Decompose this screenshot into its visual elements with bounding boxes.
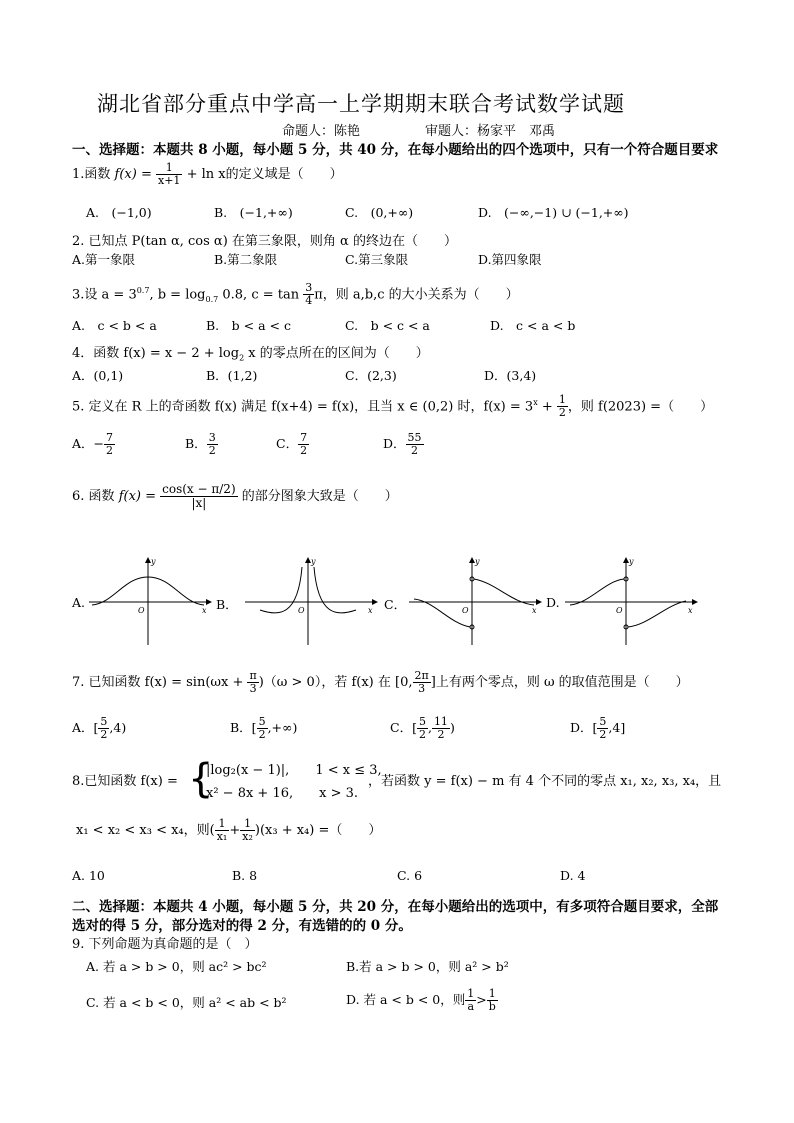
q4-option-a: A．(0,1) (72, 368, 124, 383)
q8-stem-b: ，若函数 y = f(x) − m 有 4 个不同的零点 x₁, x₂, x₃, x₄，且 (368, 774, 722, 789)
svg-text:y: y (311, 557, 316, 566)
q6-graph-a (84, 555, 214, 650)
q8-brace: { (188, 756, 214, 802)
q6-graph-b-label: B． (216, 597, 238, 612)
q2-option-d: D.第四象限 (478, 252, 542, 267)
q6-stem: 6. 函数 f(x) = $\frac{\cos(x - \pi/2)}{|x|}$ 的部分图象大致是（ ） (72, 481, 398, 510)
q4-option-d: D．(3,4) (484, 368, 537, 383)
q1-option-a: A. (−1,0) (86, 205, 152, 220)
q2-option-b: B.第二象限 (214, 252, 278, 267)
page-title: 湖北省部分重点中学高一上学期期末联合考试数学试题 (97, 92, 625, 116)
q6-graph-c-label: C． (384, 597, 407, 612)
q9-option-d: D. 若 a < b < 0，则 $\frac{1}{a}$ > $\frac{1}{b}$ (346, 986, 496, 1013)
q5-option-a: A．− $\frac{7}{2}$ (72, 431, 114, 458)
q6-graph-b (240, 555, 380, 650)
q3-option-d: D. c < a < b (490, 318, 576, 333)
q5-option-c: C． $\frac{7}{2}$ (276, 431, 308, 458)
svg-text:x: x (368, 606, 373, 615)
svg-text:x: x (688, 606, 693, 615)
q1-option-d: D. (−∞,−1) ∪ (−1,+∞) (478, 205, 629, 220)
q7-option-a: A．[ $\frac{5}{2}$ ,4) (72, 715, 127, 742)
q1-fraction: $\frac{1}{x+1}$ (158, 160, 181, 187)
q1-option-c: C. (0,+∞) (345, 205, 414, 220)
q7-option-d: D．[ $\frac{5}{2}$ ,4] (570, 715, 626, 742)
q6-graph-c (404, 555, 544, 650)
svg-text:y: y (629, 557, 634, 566)
q9-stem: 9. 下列命题为真命题的是（ ） (72, 937, 258, 952)
q8-option-d: D. 4 (560, 868, 586, 883)
authors-byline: 命题人：陈艳 审题人：杨家平 邓禹 (282, 124, 556, 139)
q3-option-c: C. b < c < a (345, 318, 430, 333)
q8-case-2: x² − 8x + 16, x > 3. (206, 786, 359, 801)
svg-text:y: y (475, 557, 480, 566)
q6-graph-d (560, 555, 700, 650)
q5-stem: 5. 定义在 R 上的奇函数 f(x) 满足 f(x+4) = f(x)，且当 x ∈ (0,2) 时，$f(x) = 3^x$ + $\frac{1}{2}$ ，则 f(2023) =（ ） (72, 393, 714, 420)
svg-text:O: O (138, 606, 145, 615)
q7-option-c: C．[ $\frac{5}{2}$ , $\frac{11}{2}$ ) (390, 715, 455, 742)
svg-text:O: O (616, 606, 623, 615)
q8-line2: x₁ < x₂ < x₃ < x₄，则( $\frac{1}{\text{x₁}}$ + $\frac{1}{\text{x₂}}$ )(x₃ + x₄) =（ ） (76, 816, 382, 843)
svg-text:y: y (151, 557, 156, 566)
svg-text:x: x (532, 606, 537, 615)
section2-heading-line2: 选对的得 5 分，部分选对的得 2 分，有选错的的 0 分。 (72, 918, 412, 934)
q5-option-b: B． $\frac{3}{2}$ (185, 431, 216, 458)
q9-option-a: A. 若 a > b > 0，则 ac² > bc² (86, 959, 267, 974)
q7-option-b: B．[ $\frac{5}{2}$ ,+∞) (230, 715, 298, 742)
svg-text:O: O (298, 606, 305, 615)
q8-option-c: C. 6 (397, 868, 423, 883)
section1-heading: 一、选择题：本题共 8 小题，每小题 5 分，共 40 分，在每小题给出的四个选项中，只有一个符合题目要求 (72, 142, 719, 158)
q1-stem: 1.函数 f(x) = $\frac{1}{x+1}$ + ln x的定义域是（ ） (72, 160, 343, 187)
q5-option-d: D． $\frac{55}{2}$ (383, 431, 422, 458)
svg-text:x: x (202, 606, 207, 615)
q7-stem: 7. 已知函数 f(x) = sin(ωx + $\frac{\pi}{3}$ )（ω > 0），若 f(x) 在 [0, $\frac{2\pi}{3}$ ]上有两个零点，则 ω 的取值范围是（ ） (72, 668, 689, 695)
q9-option-c: C. 若 a < b < 0，则 a² < ab < b² (86, 995, 287, 1010)
q2-option-a: A.第一象限 (72, 252, 136, 267)
q4-option-c: C．(2,3) (345, 368, 397, 383)
q8-option-a: A. 10 (72, 868, 105, 883)
q6-graph-d-label: D. (546, 595, 560, 610)
section2-heading-line1: 二、选择题：本题共 4 小题，每小题 5 分，共 20 分，在每小题给出的选项中，有多项符合题目要求，全部 (72, 899, 719, 915)
q4-option-b: B．(1,2) (206, 368, 258, 383)
q8-case-1: |log₂(x − 1)|, 1 < x ≤ 3, (206, 763, 382, 778)
q9-option-b: B.若 a > b > 0，则 a² > b² (346, 959, 509, 974)
q2-option-c: C.第三象限 (345, 252, 409, 267)
q1-option-b: B. (−1,+∞) (214, 205, 293, 220)
q3-option-a: A. c < b < a (72, 318, 157, 333)
q6-graph-a-label: A. (72, 595, 86, 610)
q4-stem: 4．函数 $f(x) = x - 2 + \log_2 x$ 的零点所在的区间为（ ） (72, 346, 429, 363)
q3-option-b: B. b < a < c (206, 318, 291, 333)
q3-stem: 3.设 $a = 3^{0.7}$, $b = \log_{0.7} 0.8$, c = tan $\frac{3}{4}$ π，则 a,b,c 的大小关系为（ ） (72, 281, 519, 308)
svg-text:O: O (462, 606, 469, 615)
q8-stem-a: 8.已知函数 f(x) = (72, 774, 178, 789)
q2-stem: 2. 已知点 P(tan α, cos α) 在第三象限，则角 α 的终边在（ ） (72, 234, 457, 249)
q8-option-b: B. 8 (232, 868, 258, 883)
